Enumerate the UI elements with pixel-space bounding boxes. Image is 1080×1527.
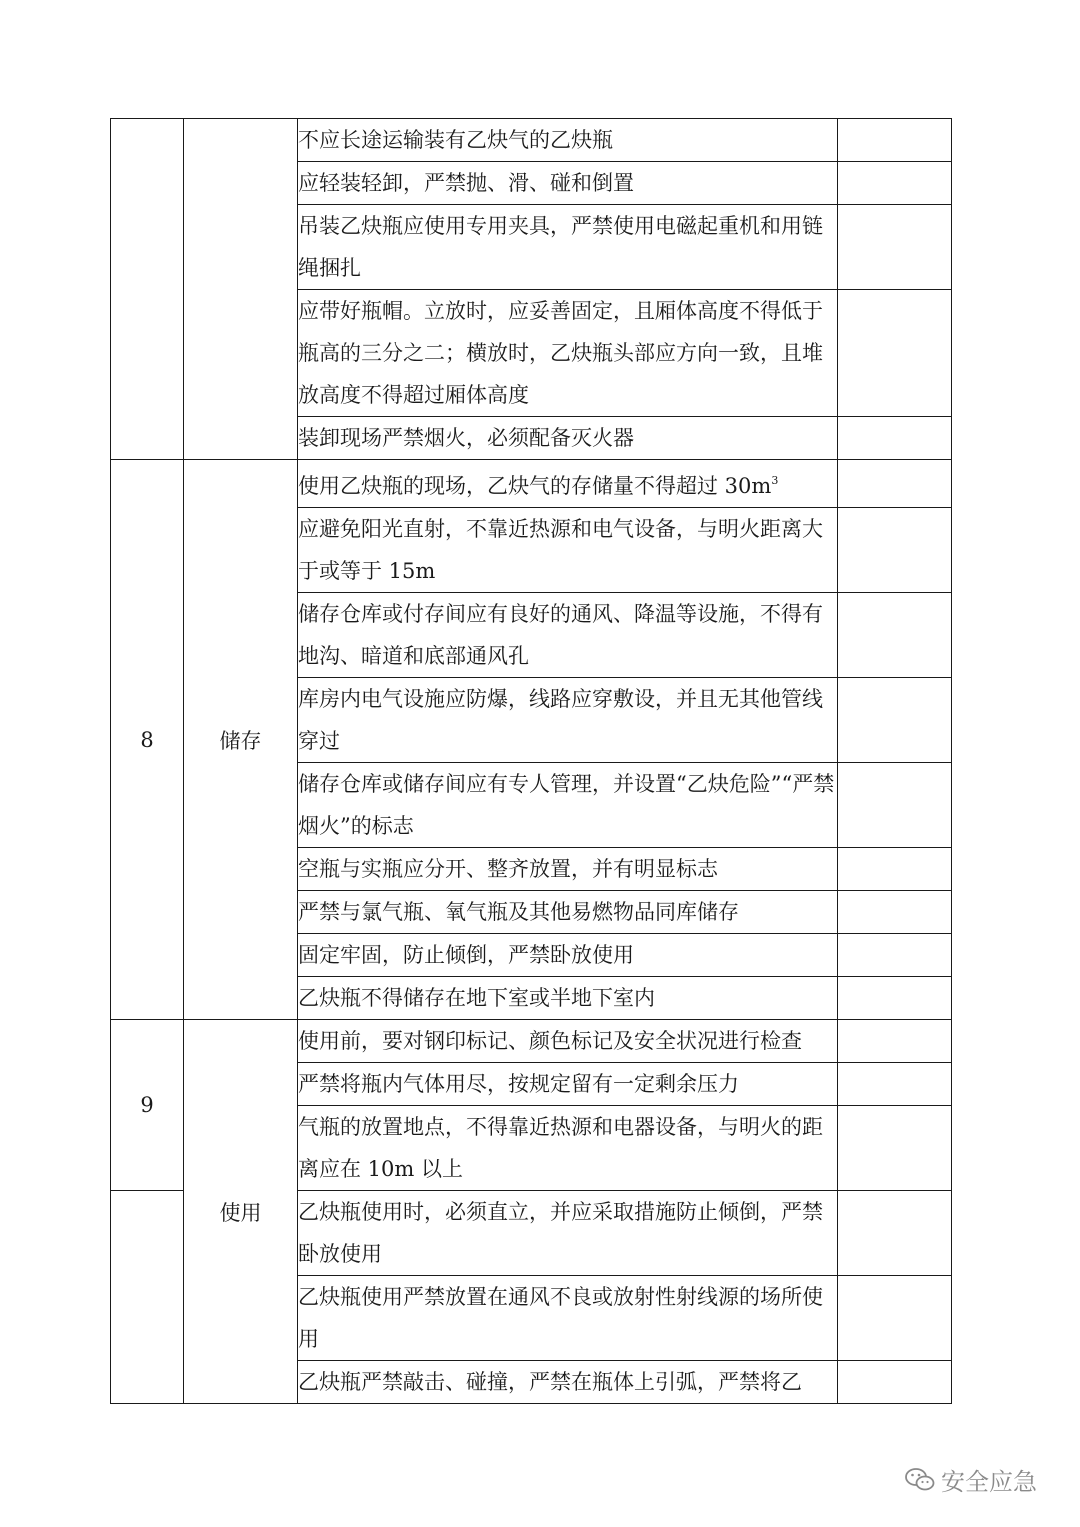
check-result-cell[interactable] [838, 205, 952, 290]
requirement-cell: 气瓶的放置地点，不得靠近热源和电器设备，与明火的距离应在 10m 以上 [298, 1106, 838, 1191]
check-result-cell[interactable] [838, 848, 952, 891]
check-result-cell[interactable] [838, 1106, 952, 1191]
requirement-cell: 乙炔瓶使用严禁放置在通风不良或放射性射线源的场所使用 [298, 1276, 838, 1361]
requirement-cell: 不应长途运输装有乙炔气的乙炔瓶 [298, 119, 838, 162]
watermark-text: 安全应急 [941, 1468, 1037, 1496]
table-row [111, 1020, 952, 1063]
requirement-cell: 装卸现场严禁烟火，必须配备灭火器 [298, 417, 838, 460]
safety-checklist-table [110, 118, 952, 1404]
requirement-cell: 使用前，要对钢印标记、颜色标记及安全状况进行检查 [298, 1020, 838, 1063]
check-result-cell[interactable] [838, 593, 952, 678]
table-row [111, 460, 952, 508]
item-number-cell: 9 [111, 1020, 184, 1191]
table-row [111, 119, 952, 162]
item-number-cell [111, 119, 184, 460]
check-result-cell[interactable] [838, 1191, 952, 1276]
requirement-cell: 库房内电气设施应防爆，线路应穿敷设，并且无其他管线穿过 [298, 678, 838, 763]
check-result-cell[interactable] [838, 678, 952, 763]
check-result-cell[interactable] [838, 119, 952, 162]
requirement-cell: 空瓶与实瓶应分开、整齐放置，并有明显标志 [298, 848, 838, 891]
check-result-cell[interactable] [838, 1020, 952, 1063]
item-category-cell [184, 119, 298, 460]
unit-superscript: 3 [771, 474, 779, 487]
wechat-icon [905, 1467, 935, 1493]
item-number-cell [111, 1191, 184, 1404]
check-result-cell[interactable] [838, 1063, 952, 1106]
requirement-cell: 乙炔瓶使用时，必须直立，并应采取措施防止倾倒，严禁卧放使用 [298, 1191, 838, 1276]
requirement-cell: 应带好瓶帽。立放时，应妥善固定，且厢体高度不得低于瓶高的三分之二；横放时，乙炔瓶头部应方向一致，且堆放高度不得超过厢体高度 [298, 290, 838, 417]
check-result-cell[interactable] [838, 290, 952, 417]
requirement-cell: 乙炔瓶不得储存在地下室或半地下室内 [298, 977, 838, 1020]
requirement-cell: 乙炔瓶严禁敲击、碰撞，严禁在瓶体上引弧，严禁将乙 [298, 1361, 838, 1404]
requirement-cell: 应轻装轻卸，严禁抛、滑、碰和倒置 [298, 162, 838, 205]
check-result-cell[interactable] [838, 934, 952, 977]
item-category-cell: 使用 [184, 1020, 298, 1404]
watermark [905, 1462, 1037, 1497]
check-result-cell[interactable] [838, 1361, 952, 1404]
check-result-cell[interactable] [838, 417, 952, 460]
item-category-cell: 储存 [184, 460, 298, 1020]
check-result-cell[interactable] [838, 1276, 952, 1361]
check-result-cell[interactable] [838, 460, 952, 508]
item-number-cell: 8 [111, 460, 184, 1020]
requirement-cell [298, 460, 838, 508]
requirement-cell: 储存仓库或储存间应有专人管理，并设置“乙炔危险”“严禁烟火”的标志 [298, 763, 838, 848]
requirement-text: 使用乙炔瓶的现场，乙炔气的存储量不得超过 30m [298, 474, 772, 498]
check-result-cell[interactable] [838, 162, 952, 205]
requirement-cell: 吊装乙炔瓶应使用专用夹具，严禁使用电磁起重机和用链绳捆扎 [298, 205, 838, 290]
check-result-cell[interactable] [838, 508, 952, 593]
requirement-cell: 固定牢固，防止倾倒，严禁卧放使用 [298, 934, 838, 977]
requirement-cell: 严禁与氯气瓶、氧气瓶及其他易燃物品同库储存 [298, 891, 838, 934]
check-result-cell[interactable] [838, 763, 952, 848]
check-result-cell[interactable] [838, 891, 952, 934]
requirement-cell: 储存仓库或付存间应有良好的通风、降温等设施，不得有地沟、暗道和底部通风孔 [298, 593, 838, 678]
requirement-cell: 应避免阳光直射，不靠近热源和电气设备，与明火距离大于或等于 15m [298, 508, 838, 593]
requirement-cell: 严禁将瓶内气体用尽，按规定留有一定剩余压力 [298, 1063, 838, 1106]
check-result-cell[interactable] [838, 977, 952, 1020]
